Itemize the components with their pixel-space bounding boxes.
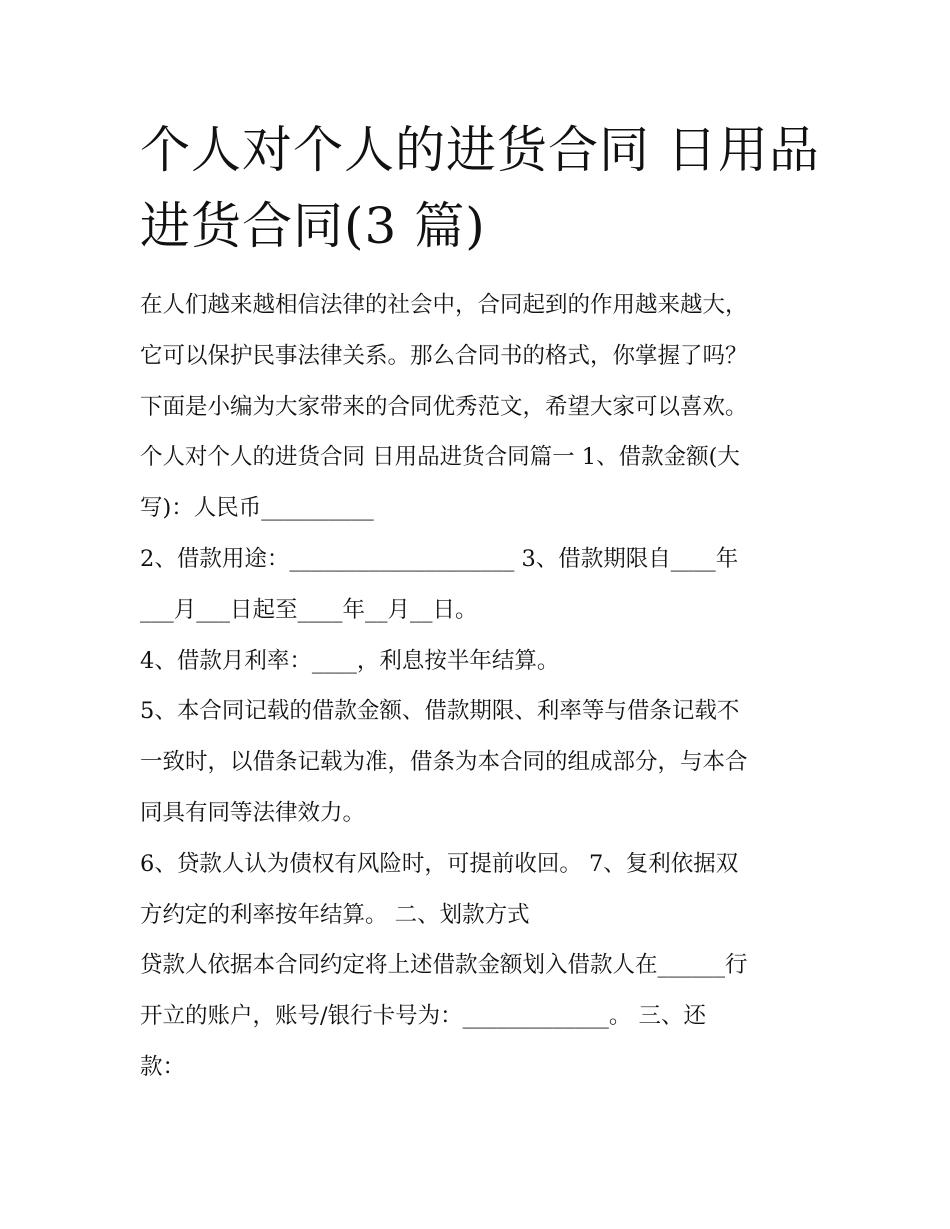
- body-line: 2、借款用途：____________________ 3、借款期限自____年: [140, 545, 739, 572]
- body-line: 写)：人民币__________: [140, 495, 374, 522]
- title-line-1: 个人对个人的进货合同 日用品: [140, 121, 820, 179]
- body-line: 在人们越来越相信法律的社会中，合同起到的作用越来越大，: [140, 292, 748, 318]
- body-line: 它可以保护民事法律关系。那么合同书的格式，你掌握了吗？: [140, 342, 748, 369]
- body-line: 4、借款月利率：____，利息按半年结算。: [140, 647, 560, 674]
- title-line-2: 进货合同(3 篇): [140, 197, 486, 255]
- body-line: 款：: [140, 1053, 186, 1080]
- body-line: 6、贷款人认为债权有风险时，可提前收回。 7、复利依据双: [140, 850, 739, 877]
- document-title: [140, 112, 820, 264]
- document-body: [140, 280, 815, 1093]
- body-line: 贷款人依据本合同约定将上述借款金额划入借款人在______行: [140, 952, 748, 979]
- body-line: 同具有同等法律效力。: [140, 799, 366, 826]
- body-line: 一致时，以借条记载为准，借条为本合同的组成部分，与本合: [140, 749, 748, 776]
- body-line: 下面是小编为大家带来的合同优秀范文，希望大家可以喜欢。: [140, 393, 748, 420]
- body-line: ___月___日起至____年__月__日。: [140, 596, 478, 623]
- body-line: 个人对个人的进货合同 日用品进货合同篇一 1、借款金额(大: [140, 444, 740, 471]
- body-line: 5、本合同记载的借款金额、借款期限、利率等与借条记载不: [140, 698, 740, 725]
- body-line: 方约定的利率按年结算。 二、划款方式: [140, 901, 530, 928]
- body-line: 开立的账户，账号/银行卡号为：_____________。 三、还: [140, 1003, 706, 1030]
